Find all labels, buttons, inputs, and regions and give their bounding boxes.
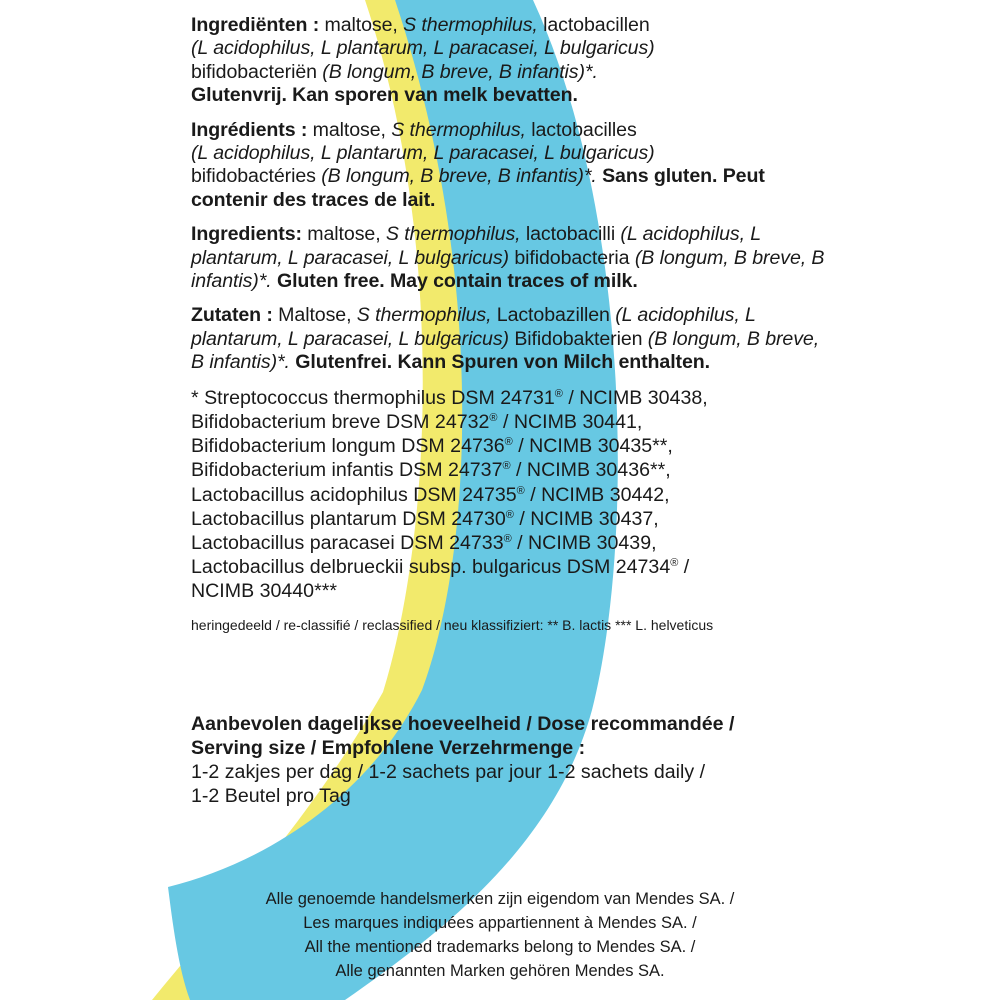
trademark-line: Alle genannten Marken gehören Mendes SA. bbox=[335, 962, 665, 980]
ingredients-de-label: Zutaten : bbox=[191, 304, 273, 327]
strain-name: Lactobacillus plantarum DSM 24730 bbox=[191, 507, 506, 530]
strain-line bbox=[191, 579, 831, 603]
ingredients-en bbox=[191, 223, 831, 293]
ingredients-en-text: lactobacilli bbox=[520, 223, 621, 246]
ingredients-fr-text: lactobacilles bbox=[525, 118, 637, 141]
strain-name: Bifidobacterium breve DSM 24732 bbox=[191, 410, 490, 433]
serving-text: 1-2 zakjes per dag / 1-2 sachets par jour 1-2 sachets daily / bbox=[191, 761, 706, 783]
registered-mark: ® bbox=[503, 532, 512, 545]
strain-line bbox=[191, 458, 831, 482]
strain-code: / NCIMB 30439, bbox=[511, 531, 657, 554]
registered-mark: ® bbox=[489, 411, 498, 424]
ingredients-de-text: Lactobazillen bbox=[491, 304, 616, 327]
ingredients-nl-label: Ingrediënten : bbox=[191, 14, 320, 36]
ingredients-nl-allergen-note: Glutenvrij. Kan sporen van melk bevatten. bbox=[191, 84, 578, 107]
ingredients-en-species: (L acidophilus, L plantarum, L paracasei, L bulgaricus) bbox=[191, 223, 761, 269]
ingredients-fr-label: Ingrédients : bbox=[191, 118, 308, 141]
strain-list bbox=[191, 386, 831, 604]
ingredients-fr-species: (L acidophilus, L plantarum, L paracasei, L bulgaricus) bbox=[191, 142, 655, 165]
ingredients-nl-species: S thermophilus, bbox=[403, 14, 538, 36]
serving-section bbox=[191, 712, 831, 808]
strain-code: / NCIMB 30436**, bbox=[510, 459, 671, 482]
ingredients-de bbox=[191, 304, 831, 374]
ingredients-fr-allergen-note: Sans gluten. Peut contenir des traces de lait. bbox=[191, 165, 765, 211]
ingredients-nl-text: lactobacillen bbox=[537, 14, 650, 36]
ingredients-en-allergen-note: Gluten free. May contain traces of milk. bbox=[276, 270, 638, 293]
ingredients-de-species: (L acidophilus, L plantarum, L paracasei, L bulgaricus) bbox=[191, 304, 756, 350]
strain-name: Lactobacillus delbrueckii subsp. bulgaricus DSM 24734 bbox=[191, 556, 671, 579]
ingredients-fr bbox=[191, 119, 831, 213]
strain-name: NCIMB 30440*** bbox=[191, 580, 337, 603]
registered-mark: ® bbox=[670, 557, 679, 570]
ingredients-de-allergen-note: Glutenfrei. Kann Spuren von Milch enthalten. bbox=[295, 351, 710, 374]
registered-mark: ® bbox=[502, 460, 511, 473]
strain-code: / NCIMB 30441, bbox=[497, 410, 643, 433]
strain-name: Bifidobacterium infantis DSM 24737 bbox=[191, 459, 503, 482]
strain-code: / NCIMB 30437, bbox=[513, 507, 659, 530]
strain-line bbox=[191, 483, 831, 507]
strain-code: / NCIMB 30442, bbox=[524, 483, 670, 506]
ingredients-en-text: maltose, bbox=[301, 223, 386, 246]
ingredients-en-label: Ingredients: bbox=[191, 223, 302, 246]
strain-line bbox=[191, 555, 831, 579]
ingredients-de-species: S thermophilus, bbox=[356, 304, 492, 327]
registered-mark: ® bbox=[504, 436, 513, 449]
trademark-footer bbox=[150, 887, 850, 983]
serving-heading: Aanbevolen dagelijkse hoeveelheid / Dose recommandée / bbox=[191, 713, 735, 735]
ingredients-nl-species: (B longum, B breve, B infantis)*. bbox=[322, 60, 598, 83]
strain-line bbox=[191, 410, 831, 434]
serving-heading: Serving size / Empfohlene Verzehrmenge : bbox=[191, 737, 586, 759]
ingredients-nl-species: (L acidophilus, L plantarum, L paracasei, L bulgaricus) bbox=[191, 37, 655, 60]
ingredients-de-species: (B longum, B breve, B infantis)*. bbox=[191, 327, 820, 374]
trademark-line: Les marques indiquées appartiennent à Mendes SA. / bbox=[303, 914, 697, 932]
ingredients-en-text: bifidobacteria bbox=[508, 246, 635, 269]
ingredients-nl-text: maltose, bbox=[319, 14, 404, 36]
registered-mark: ® bbox=[516, 484, 525, 497]
ingredients-en-species: (B longum, B breve, B infantis)*. bbox=[191, 246, 825, 293]
ingredients-fr-species: S thermophilus, bbox=[391, 118, 526, 141]
registered-mark: ® bbox=[505, 508, 514, 521]
strain-code: / NCIMB 30435**, bbox=[512, 435, 673, 458]
reclassification-note: heringedeeld / re-classifié / reclassified / neu klassifiziert: ** B. lactis *** L. helveticus bbox=[191, 616, 714, 633]
ingredients-de-text: Bifidobakterien bbox=[508, 327, 648, 350]
strain-code: / bbox=[678, 556, 690, 579]
trademark-line: All the mentioned trademarks belong to Mendes SA. / bbox=[304, 938, 696, 956]
strain-line bbox=[191, 507, 831, 531]
ingredients-fr-species: (B longum, B breve, B infantis)*. bbox=[321, 165, 597, 188]
trademark-line: Alle genoemde handelsmerken zijn eigendom van Mendes SA. / bbox=[265, 890, 735, 908]
ingredients-section bbox=[191, 14, 831, 634]
strain-name: Bifidobacterium longum DSM 24736 bbox=[191, 435, 505, 458]
strain-code: / NCIMB 30438, bbox=[562, 386, 708, 409]
ingredients-nl-text: bifidobacteriën bbox=[191, 60, 323, 83]
ingredients-fr-text: bifidobactéries bbox=[191, 165, 322, 188]
strain-name: Lactobacillus paracasei DSM 24733 bbox=[191, 531, 504, 554]
ingredients-de-text: Maltose, bbox=[272, 304, 357, 327]
strain-line bbox=[191, 434, 831, 458]
strain-line bbox=[191, 386, 831, 410]
strain-name: Lactobacillus acidophilus DSM 24735 bbox=[191, 483, 517, 506]
strain-line bbox=[191, 531, 831, 555]
ingredients-nl bbox=[191, 14, 831, 108]
ingredients-fr-text: maltose, bbox=[307, 118, 392, 141]
strain-name: * Streptococcus thermophilus DSM 24731 bbox=[191, 386, 555, 409]
ingredients-en-species: S thermophilus, bbox=[385, 223, 521, 246]
registered-mark: ® bbox=[554, 387, 563, 400]
serving-text: 1-2 Beutel pro Tag bbox=[191, 785, 351, 807]
